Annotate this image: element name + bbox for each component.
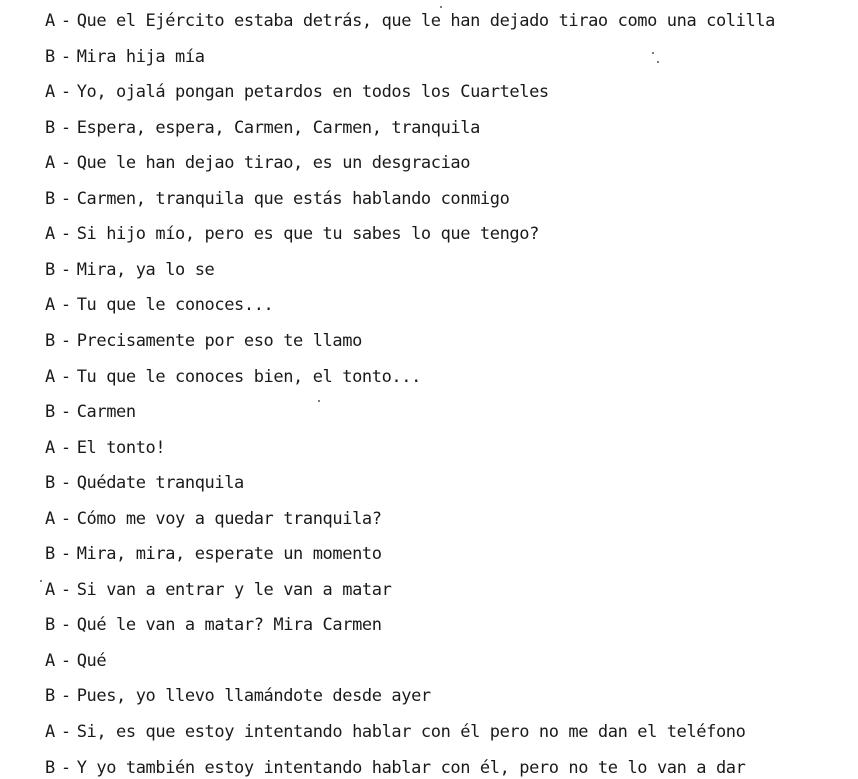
speech-text: Carmen, tranquila que estás hablando conmigo xyxy=(76,188,510,209)
scan-speck xyxy=(657,61,659,63)
speech-text: Si, es que estoy intentando hablar con él pero no me dan el teléfono xyxy=(76,722,746,742)
speech-text: Mira, ya lo se xyxy=(76,259,215,280)
speaker-dash: - xyxy=(60,295,71,316)
speaker-dash: - xyxy=(60,366,71,387)
speaker-label: A xyxy=(45,11,55,31)
speaker-dash: - xyxy=(60,188,71,209)
transcript-line xyxy=(45,260,214,280)
transcript-line xyxy=(45,651,106,671)
speaker-dash: - xyxy=(60,544,71,565)
transcript-line xyxy=(45,615,382,635)
scan-speck xyxy=(318,400,320,402)
speaker-dash: - xyxy=(60,82,71,103)
speaker-dash: - xyxy=(60,473,71,494)
speech-text: Que le han dejao tirao, es un desgraciao xyxy=(76,153,471,174)
speaker-dash: - xyxy=(60,686,71,707)
speech-text: Mira hija mía xyxy=(76,46,205,67)
scan-speck xyxy=(40,580,42,582)
transcript-line xyxy=(45,82,549,102)
transcript-line xyxy=(45,367,421,387)
speech-text: Precisamente por eso te llamo xyxy=(76,330,362,351)
speaker-label: B xyxy=(45,188,55,209)
speaker-label: A xyxy=(45,366,55,387)
speaker-dash: - xyxy=(60,579,71,600)
transcript-line xyxy=(45,295,273,315)
speaker-label: A xyxy=(45,722,55,742)
speaker-dash: - xyxy=(60,757,71,778)
transcript-line xyxy=(45,438,165,458)
transcript-line xyxy=(45,580,391,600)
speaker-label: B xyxy=(45,330,55,351)
transcript-line xyxy=(45,686,431,706)
speaker-label: A xyxy=(45,437,55,458)
transcript-line xyxy=(45,758,745,778)
speaker-label: B xyxy=(45,686,55,707)
speaker-dash: - xyxy=(60,11,71,31)
speech-text: Qué xyxy=(76,650,107,671)
transcript-line xyxy=(45,402,136,422)
speaker-label: B xyxy=(45,615,55,636)
speaker-dash: - xyxy=(60,508,71,529)
speaker-label: A xyxy=(45,82,55,103)
speaker-label: A xyxy=(45,224,55,245)
speaker-label: A xyxy=(45,508,55,529)
speaker-dash: - xyxy=(60,259,71,280)
speech-text: El tonto! xyxy=(76,437,166,458)
speaker-dash: - xyxy=(60,330,71,351)
speaker-label: B xyxy=(45,757,55,778)
speaker-label: B xyxy=(45,544,55,565)
speaker-label: A xyxy=(45,650,55,671)
transcript-line xyxy=(45,224,539,244)
speaker-dash: - xyxy=(60,615,71,636)
speaker-dash: - xyxy=(60,402,71,423)
transcript-line xyxy=(45,722,745,742)
speaker-label: A xyxy=(45,579,55,600)
speaker-label: B xyxy=(45,117,55,138)
transcript-line xyxy=(45,153,470,173)
speaker-dash: - xyxy=(60,117,71,138)
speech-text: Yo, ojalá pongan petardos en todos los Cuarteles xyxy=(76,82,549,103)
speech-text: Tu que le conoces... xyxy=(76,295,274,316)
scan-speck xyxy=(440,6,442,8)
speech-text: Pues, yo llevo llamándote desde ayer xyxy=(76,686,431,707)
transcript-line xyxy=(45,47,205,67)
speaker-label: B xyxy=(45,46,55,67)
speaker-dash: - xyxy=(60,437,71,458)
speaker-label: A xyxy=(45,295,55,316)
speaker-dash: - xyxy=(60,153,71,174)
transcript-line xyxy=(45,189,509,209)
speaker-dash: - xyxy=(60,224,71,245)
speaker-label: B xyxy=(45,402,55,423)
speaker-dash: - xyxy=(60,722,71,742)
speech-text: Tu que le conoces bien, el tonto... xyxy=(76,366,421,387)
speech-text: Que el Ejército estaba detrás, que le han dejado tirao como una colilla xyxy=(76,11,775,31)
speech-text: Y yo también estoy intentando hablar con él, pero no te lo van a dar xyxy=(76,757,746,778)
speech-text: Mira, mira, esperate un momento xyxy=(76,544,382,565)
transcript-line xyxy=(45,118,480,138)
transcript-line xyxy=(45,331,362,351)
transcript-line xyxy=(45,544,382,564)
speaker-dash: - xyxy=(60,46,71,67)
scan-speck xyxy=(652,52,654,54)
speech-text: Qué le van a matar? Mira Carmen xyxy=(76,615,382,636)
speech-text: Carmen xyxy=(76,402,136,423)
speaker-dash: - xyxy=(60,650,71,671)
speech-text: Si hijo mío, pero es que tu sabes lo que tengo? xyxy=(76,224,539,245)
speech-text: Si van a entrar y le van a matar xyxy=(76,579,392,600)
speech-text: Quédate tranquila xyxy=(76,473,244,494)
transcript-line xyxy=(45,473,244,493)
speech-text: Espera, espera, Carmen, Carmen, tranquila xyxy=(76,117,480,138)
speaker-label: A xyxy=(45,153,55,174)
transcript-line xyxy=(45,11,775,31)
speaker-label: B xyxy=(45,259,55,280)
transcript-line xyxy=(45,509,382,529)
speaker-label: B xyxy=(45,473,55,494)
speech-text: Cómo me voy a quedar tranquila? xyxy=(76,508,382,529)
